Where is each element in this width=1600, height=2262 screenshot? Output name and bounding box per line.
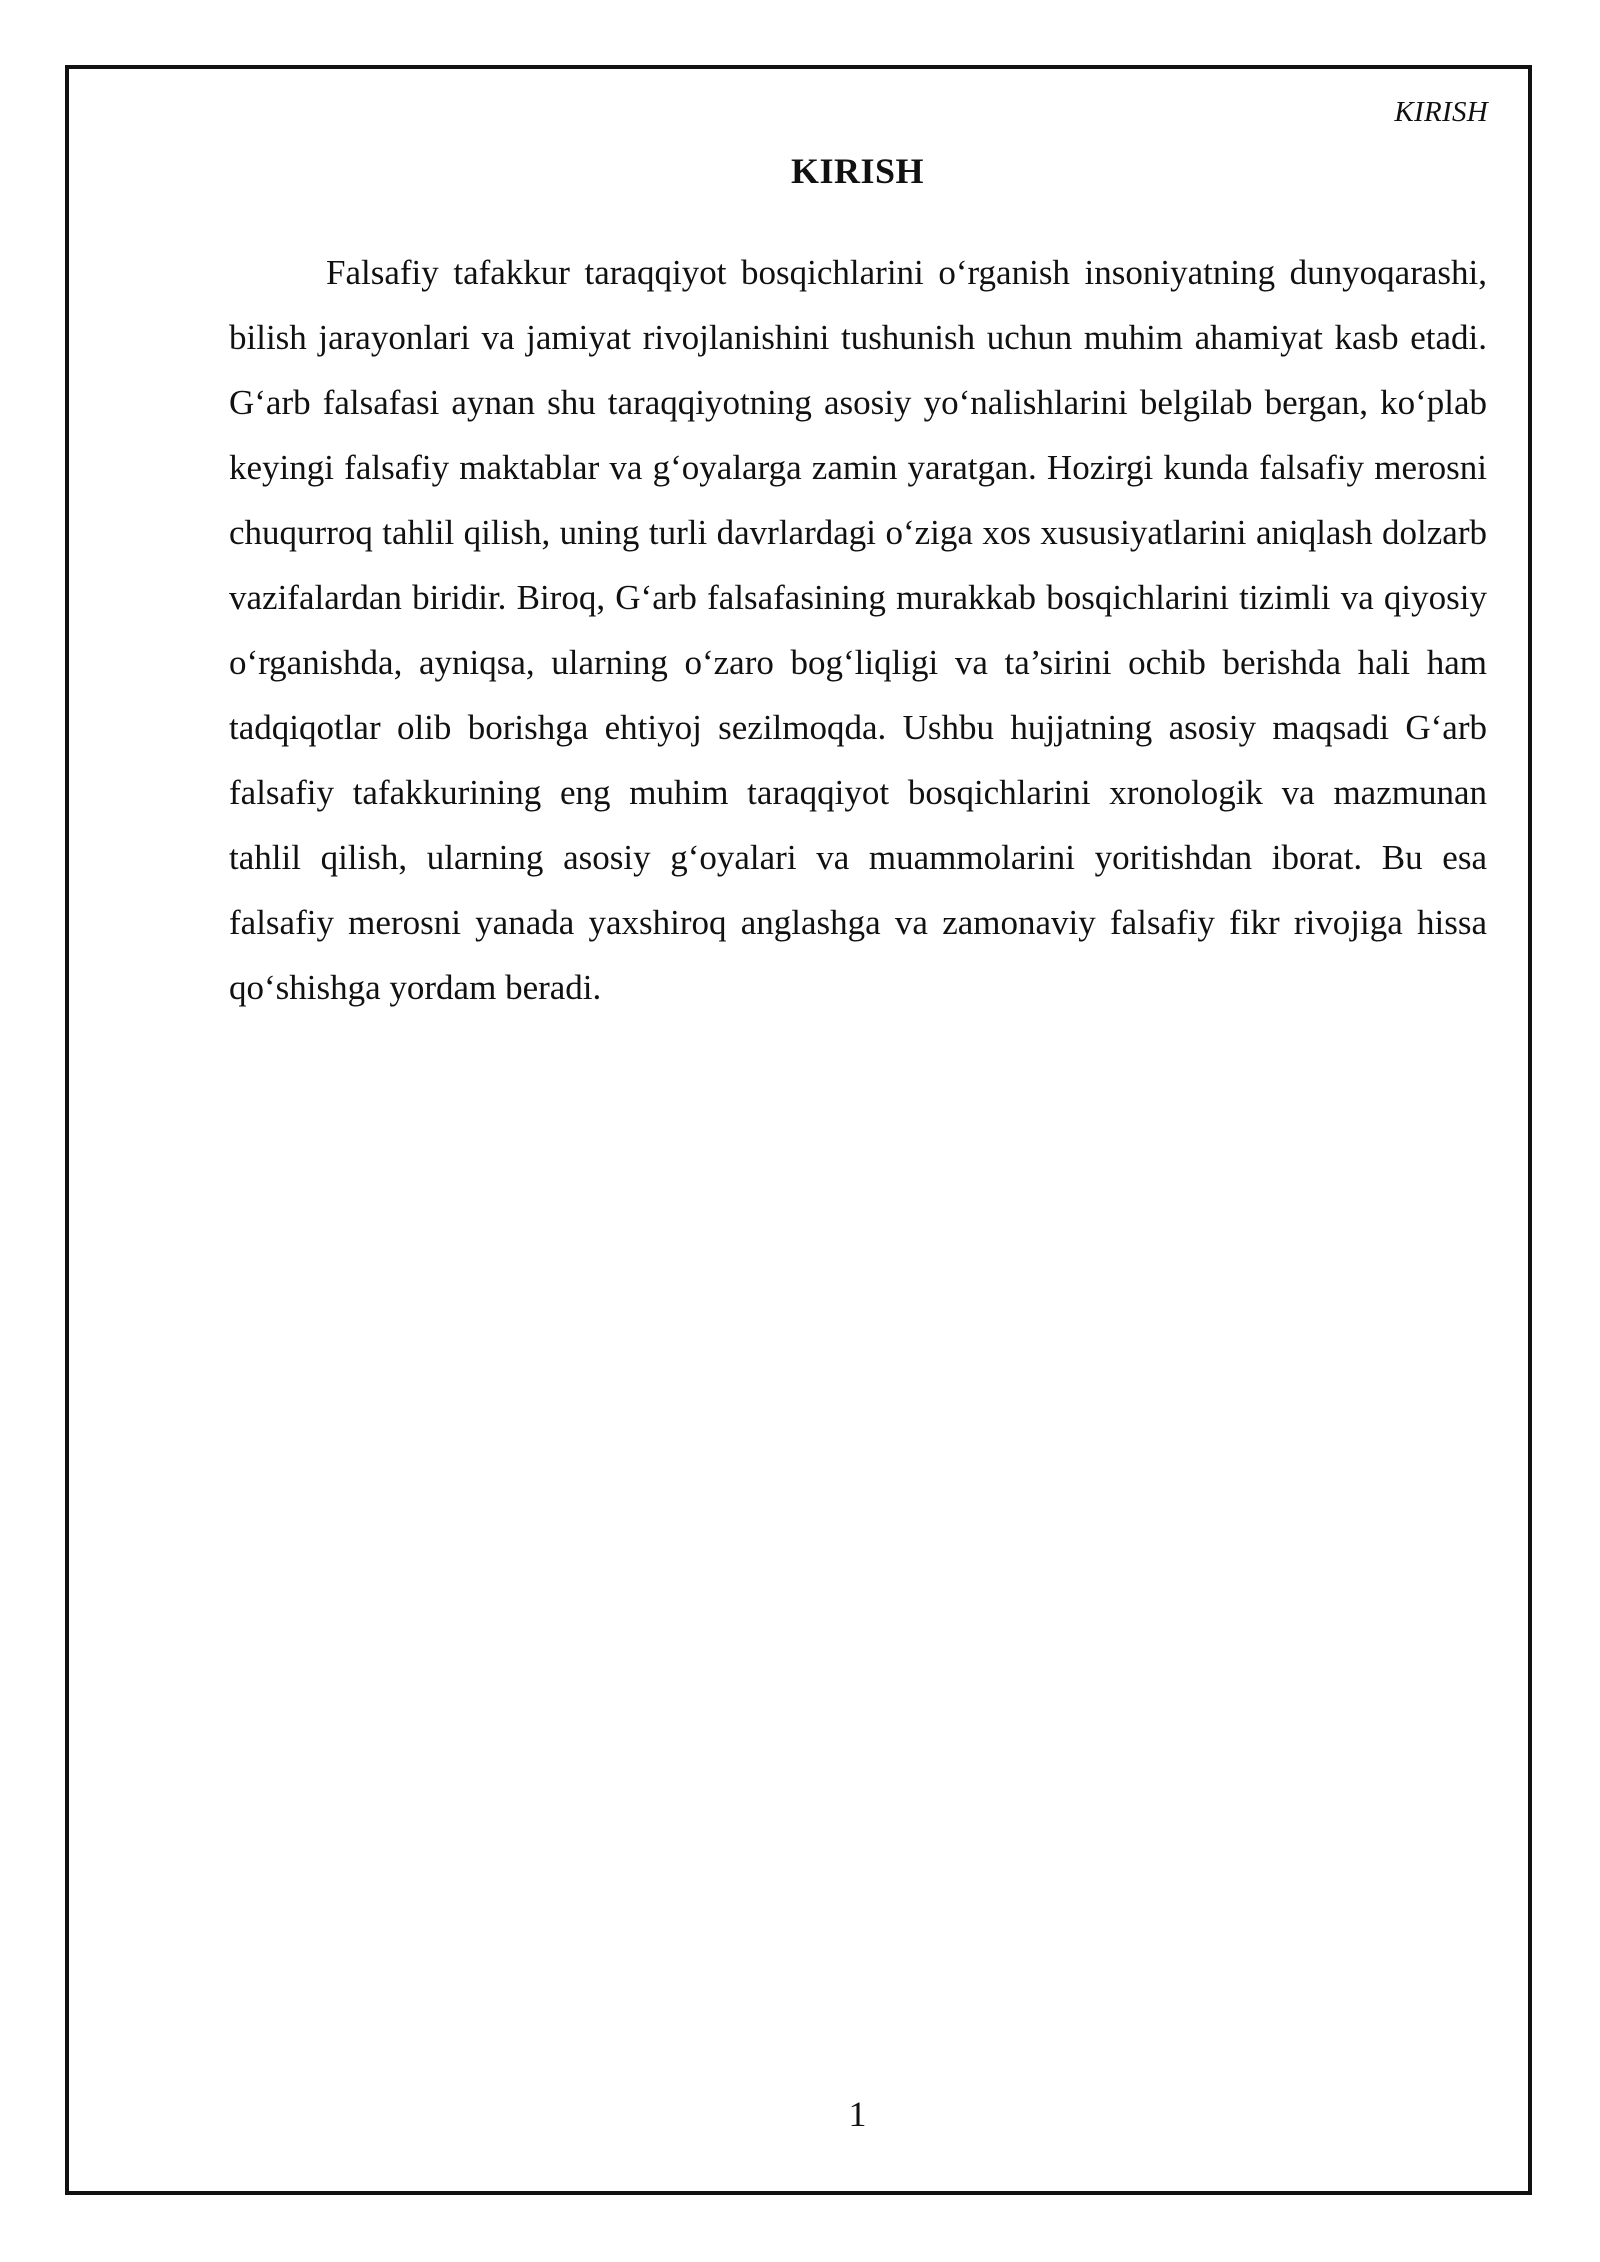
running-header: KIRISH xyxy=(1394,96,1488,128)
page-title: KIRISH xyxy=(790,151,925,191)
body-paragraph: Falsafiy tafakkur taraqqiyot bosqichlarini o‘rganish insoniyatning dunyoqarashi, bilish jarayonlari va jamiyat rivojlanishini tushunish uchun muhim ahamiyat kasb etadi. G‘arb falsafasi aynan shu taraqqiyotning asosiy yo‘nalishlarini belgilab bergan, ko‘plab keyingi falsafiy maktablar va g‘oyalarga zamin yaratgan. Hozirgi kunda falsafiy merosni chuqurroq tahlil qilish, uning turli davrlardagi o‘ziga xos xususiyatlarini aniqlash dolzarb vazifalardan biridir. Biroq, G‘arb falsafasining murakkab bosqichlarini tizimli va qiyosiy o‘rganishda, ayniqsa, ularning o‘zaro bog‘liqligi va ta’sirini ochib berishda hali ham tadqiqotlar olib borishga ehtiyoj sezilmoqda. Ushbu hujjatning asosiy maqsadi G‘arb falsafiy tafakkurining eng muhim taraqqiyot bosqichlarini xronologik va mazmunan tahlil qilish, ularning asosiy g‘oyalari va muammolarini yoritishdan iborat. Bu esa falsafiy merosni yanada yaxshiroq anglashga va zamonaviy falsafiy fikr rivojiga hissa qo‘shishga yordam beradi. xyxy=(229,253,1487,1007)
page-number: 1 xyxy=(848,2094,867,2134)
